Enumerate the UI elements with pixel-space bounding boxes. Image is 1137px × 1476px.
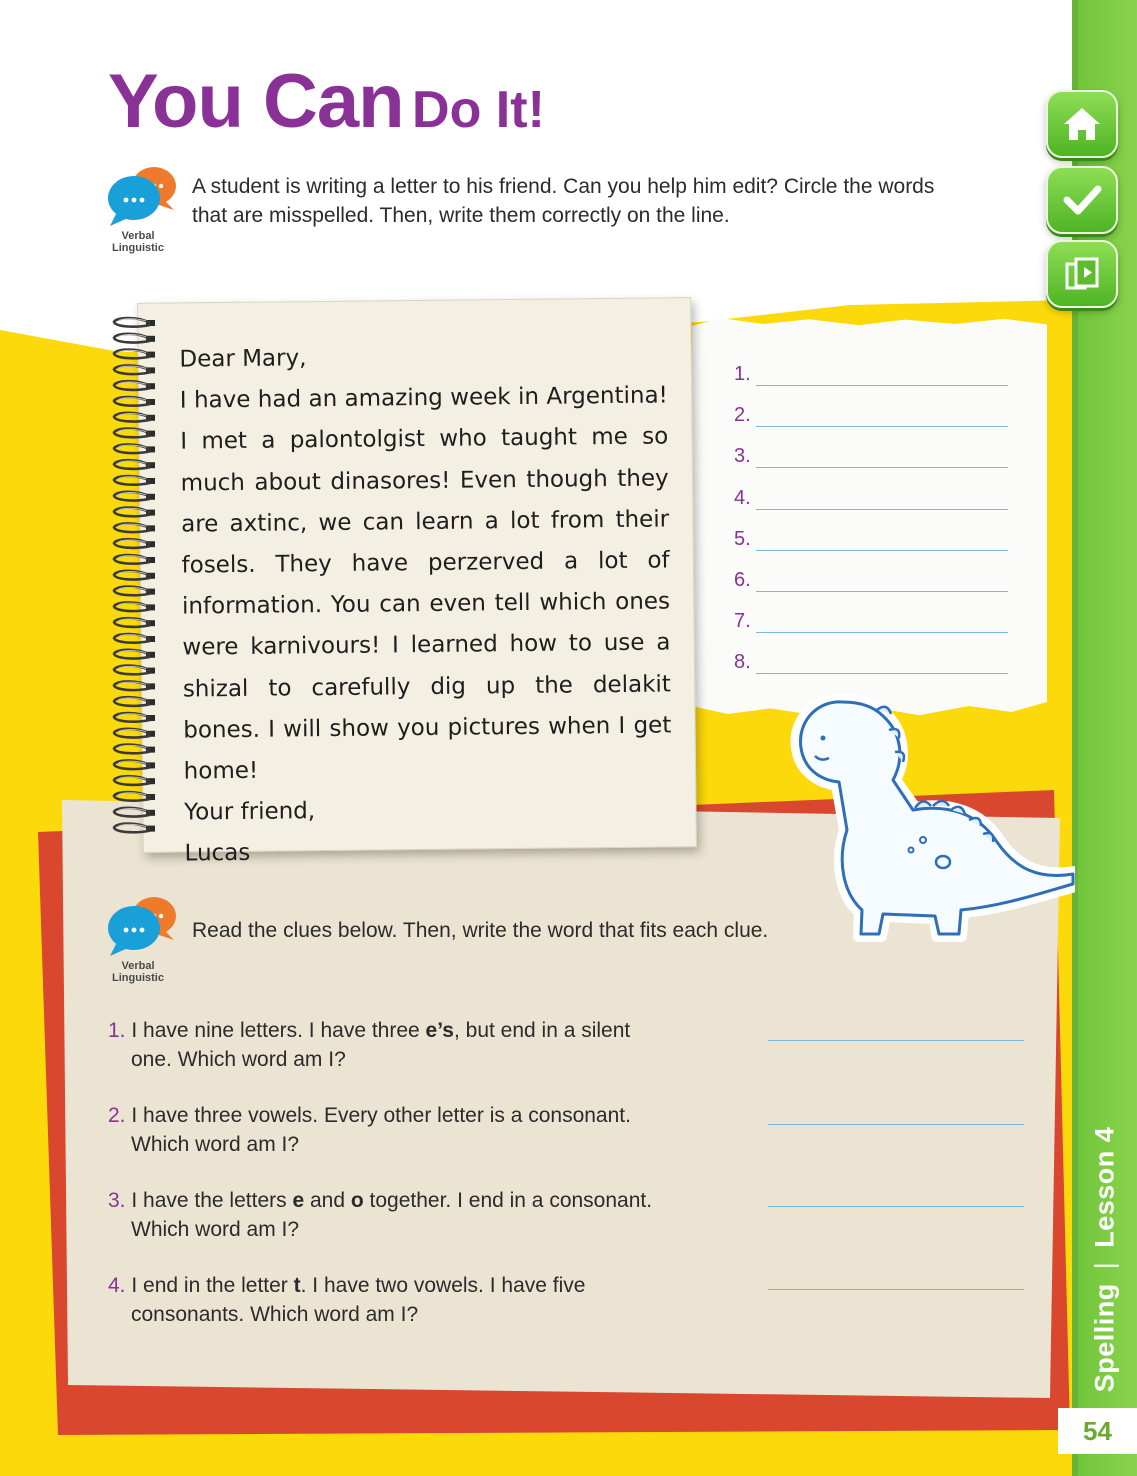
- answer-line-3[interactable]: [734, 440, 1012, 470]
- spiral-ring: [114, 397, 155, 406]
- spiral-ring: [114, 760, 155, 769]
- spiral-ring: [114, 444, 155, 453]
- spiral-ring: [114, 792, 155, 801]
- answer-underline[interactable]: [756, 509, 1008, 510]
- clue-3: [108, 1186, 728, 1244]
- answer-underline[interactable]: [756, 385, 1008, 386]
- spiral-ring: [114, 650, 155, 659]
- answer-number: 8.: [734, 651, 751, 674]
- answer-line-1[interactable]: [734, 358, 1012, 388]
- clue-number: 3.: [108, 1189, 126, 1212]
- clue-text-line2: Which word am I?: [131, 1133, 300, 1156]
- answers-button[interactable]: [1046, 166, 1118, 234]
- clue-text: and: [304, 1189, 351, 1212]
- clue-bold: e: [292, 1189, 305, 1212]
- spiral-ring: [114, 350, 155, 359]
- answer-line-2[interactable]: [734, 399, 1012, 429]
- clue-bold: o: [350, 1189, 364, 1212]
- clue-2-answer-line[interactable]: [768, 1124, 1024, 1125]
- title-main: You Can: [108, 59, 404, 144]
- page-title: [108, 58, 545, 145]
- answer-line-8[interactable]: [734, 646, 1012, 676]
- spiral-ring: [114, 713, 155, 722]
- clue-1-answer-line[interactable]: [768, 1040, 1024, 1041]
- spiral-ring: [114, 539, 155, 548]
- letter-closing: Your friend,: [184, 798, 316, 826]
- home-button[interactable]: [1046, 90, 1118, 158]
- instruction-line1: A student is writing a letter to his friend. Can you help him edit? Circle the words: [192, 175, 935, 198]
- spiral-ring: [114, 776, 155, 785]
- clue-text: I have three vowels. Every other letter is a consonant.: [131, 1104, 631, 1127]
- spiral-ring: [114, 429, 155, 438]
- clue-1: [108, 1016, 728, 1074]
- lesson-label: Lesson 4: [1089, 1126, 1120, 1248]
- badge2-label-line2: Linguistic: [112, 972, 164, 984]
- verbal-linguistic-badge: [104, 164, 180, 260]
- spiral-ring: [114, 381, 155, 390]
- clue-number: 2.: [108, 1104, 126, 1127]
- resources-button[interactable]: [1046, 240, 1118, 308]
- clue-text: together. I end in a consonant.: [363, 1189, 653, 1212]
- spiral-ring: [114, 571, 155, 580]
- clue-text: I have the letters: [131, 1189, 293, 1212]
- answer-line-5[interactable]: [734, 523, 1012, 553]
- clue-text-line2: one. Which word am I?: [131, 1048, 346, 1071]
- spiral-ring: [114, 334, 155, 343]
- spiral-ring: [114, 508, 155, 517]
- spiral-ring: [114, 808, 155, 817]
- spiral-ring: [114, 492, 155, 501]
- spiral-ring: [114, 602, 155, 611]
- clue-bold: e’s: [425, 1019, 454, 1042]
- spiral-ring: [114, 697, 155, 706]
- activity2-instruction: Read the clues below. Then, write the word that fits each clue.: [192, 919, 769, 942]
- answer-underline[interactable]: [756, 673, 1008, 674]
- clue-number: 4.: [108, 1274, 126, 1297]
- home-icon: [1062, 106, 1102, 142]
- letter-greeting: Dear Mary,: [179, 345, 307, 373]
- subject-label: Spelling: [1089, 1282, 1120, 1392]
- answer-underline[interactable]: [756, 591, 1008, 592]
- clue-4: [108, 1271, 728, 1329]
- badge-label-line1: Verbal: [121, 230, 155, 242]
- spiral-ring: [114, 587, 155, 596]
- dinosaur-illustration: [785, 690, 1075, 945]
- spiral-ring: [114, 824, 155, 833]
- answer-number: 3.: [734, 445, 751, 468]
- clue-2: [108, 1101, 728, 1159]
- spiral-ring: [114, 681, 155, 690]
- verbal-linguistic-badge-2: [104, 894, 180, 990]
- speech-bubbles-icon: [104, 164, 180, 228]
- page-number: 54: [1058, 1408, 1137, 1454]
- checkmark-icon: [1062, 183, 1102, 217]
- clue-3-answer-line[interactable]: [768, 1206, 1024, 1207]
- activity1-instruction: [192, 172, 1052, 230]
- spiral-ring: [114, 745, 155, 754]
- answer-line-4[interactable]: [734, 482, 1012, 512]
- badge-label-line2: Linguistic: [112, 242, 164, 254]
- answer-number: 1.: [734, 363, 751, 385]
- spiral-ring: [114, 666, 155, 675]
- clue-text: I end in the letter: [131, 1274, 294, 1297]
- letter-body: I have had an amazing week in Argentina! I met a palontolgist who taught me so much about dinasores! Even though they are axtinc, we can learn a lot from their fosels. They have perzerved a lot of information. You can even tell which ones were karnivours! I learned how to use a shizal to carefully dig up the delakit bones. I will show you pictures when I get home!: [179, 382, 672, 785]
- answer-line-6[interactable]: [734, 564, 1012, 594]
- spiral-ring: [114, 476, 155, 485]
- spiral-ring: [114, 460, 155, 469]
- clue-number: 1.: [108, 1019, 126, 1042]
- notebook-spiral: [110, 312, 160, 842]
- clue-text: , but end in a silent: [453, 1019, 631, 1042]
- spiral-ring: [114, 318, 155, 327]
- speech-bubbles-icon: [104, 894, 180, 958]
- spiral-ring: [114, 555, 155, 564]
- answer-underline[interactable]: [756, 550, 1008, 551]
- spiral-ring: [114, 618, 155, 627]
- answer-number: 2.: [734, 404, 751, 427]
- clue-4-answer-line[interactable]: [768, 1289, 1024, 1290]
- answer-underline[interactable]: [756, 426, 1008, 427]
- document-icon: [1062, 256, 1102, 292]
- badge2-label-line1: Verbal: [121, 960, 155, 972]
- answer-number: 4.: [734, 486, 751, 509]
- clue-text: I have nine letters. I have three: [131, 1019, 426, 1042]
- side-label: Spelling|Lesson 4: [1089, 1126, 1120, 1392]
- spiral-ring: [114, 365, 155, 374]
- letter: [179, 334, 673, 875]
- spiral-ring: [114, 413, 155, 422]
- answer-line-7[interactable]: [734, 605, 1012, 635]
- answer-number: 5.: [734, 527, 751, 550]
- answer-underline[interactable]: [756, 467, 1008, 468]
- spiral-ring: [114, 729, 155, 738]
- clue-text-line2: Which word am I?: [131, 1218, 300, 1241]
- clue-bold: t: [293, 1274, 301, 1297]
- letter-signature: Lucas: [184, 840, 251, 867]
- clue-text: . I have two vowels. I have five: [300, 1274, 586, 1297]
- title-sub: Do It!: [412, 81, 545, 139]
- spiral-ring: [114, 523, 155, 532]
- clue-text-line2: consonants. Which word am I?: [131, 1303, 419, 1326]
- answer-number: 6.: [734, 569, 751, 591]
- instruction-line2: that are misspelled. Then, write them correctly on the line.: [192, 204, 730, 227]
- answer-number: 7.: [734, 610, 751, 633]
- answer-underline[interactable]: [756, 632, 1008, 633]
- spiral-ring: [114, 634, 155, 643]
